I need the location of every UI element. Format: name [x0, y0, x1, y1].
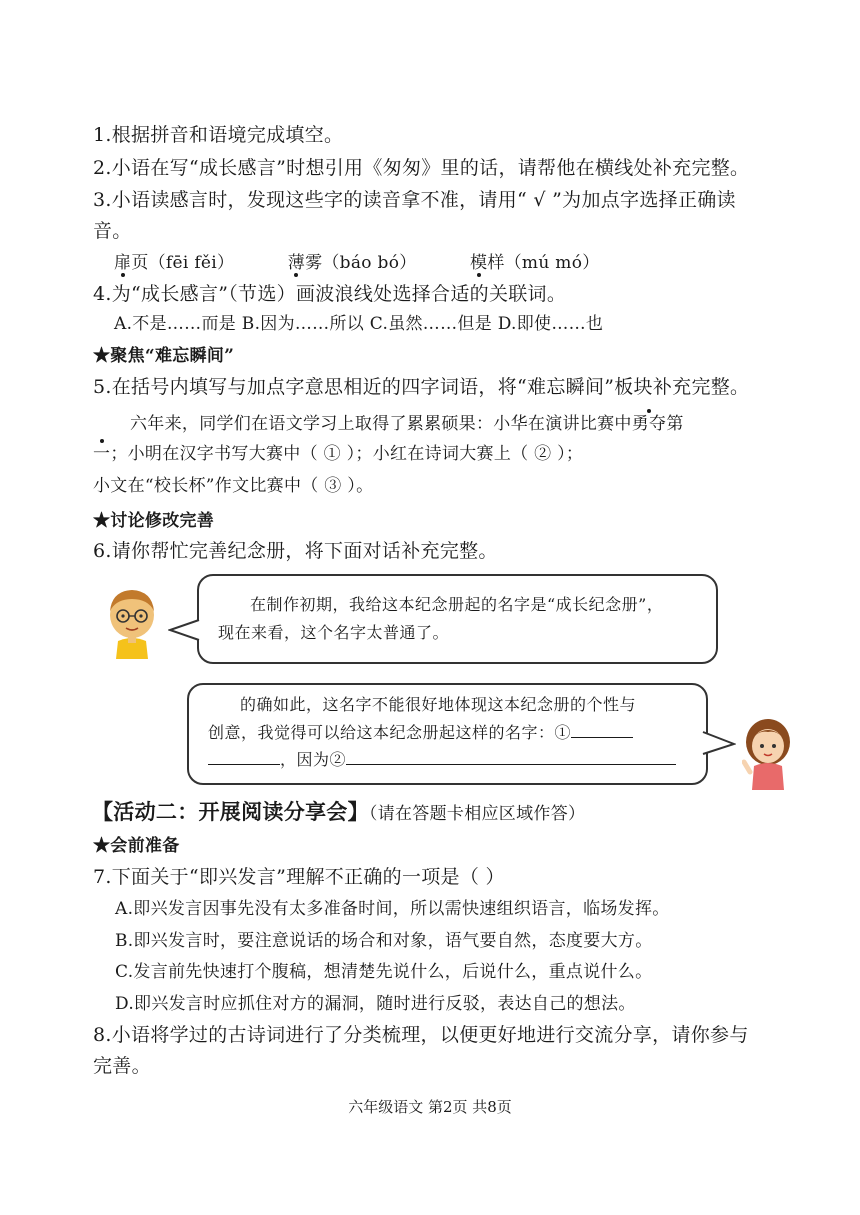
- bubble-boy-line2: 现在来看，这个名字太普通了。: [218, 623, 450, 642]
- bubble-girl-line3: ，因为②: [208, 746, 676, 773]
- question-5-paragraph-line1: 六年来，同学们在语文学习上取得了累累硕果：小华在演讲比赛中勇夺第: [130, 414, 684, 434]
- question-5-paragraph-line2: 一；小明在汉字书写大赛中（ ① ）；小红在诗词大赛上（ ② ）；: [93, 444, 584, 464]
- bubble-boy-line1: 在制作初期，我给这本纪念册起的名字是“成长纪念册”，: [250, 595, 664, 614]
- question-2: 2.小语在写“成长感言”时想引用《匆匆》里的话，请帮他在横线处补充完整。: [93, 157, 750, 179]
- pinyin-option-1: 扉页（fēi fěi）: [114, 253, 235, 273]
- question-1: 1.根据拼音和语境完成填空。: [93, 124, 344, 146]
- section-focus-heading: ★聚焦“难忘瞬间”: [93, 346, 235, 366]
- answer-blank-2[interactable]: [346, 746, 676, 765]
- question-3-line1: 3.小语读感言时，发现这些字的读音拿不准，请用“ √ ”为加点字选择正确读: [93, 189, 736, 211]
- dotted-text: 勇夺: [631, 414, 667, 434]
- activity-2-title: 【活动二：开展阅读分享会】: [92, 800, 369, 824]
- boy-avatar: [104, 585, 160, 659]
- question-7: 7.下面关于“即兴发言”理解不正确的一项是（ ）: [93, 866, 505, 888]
- activity-2-note: （请在答题卡相应区域作答）: [368, 804, 586, 824]
- girl-avatar: [742, 716, 794, 790]
- activity-2-heading: [92, 799, 585, 827]
- speech-bubble-tail: [702, 730, 736, 756]
- question-3-line2: 音。: [93, 220, 132, 242]
- question-7-option-b: B.即兴发言时，要注意说话的场合和对象，语气要自然，态度要大方。: [115, 931, 653, 951]
- question-7-option-d: D.即兴发言时应抓住对方的漏洞，随时进行反驳，表达自己的想法。: [115, 994, 636, 1014]
- dotted-char: 扉: [114, 253, 132, 273]
- question-7-option-a: A.即兴发言因事先没有太多准备时间，所以需快速组织语言，临场发挥。: [115, 899, 670, 919]
- speech-bubble-boy: [197, 574, 718, 664]
- speech-bubble-tail: [168, 618, 200, 642]
- question-5-paragraph-line3: 小文在“校长杯”作文比赛中（ ③ ）。: [93, 476, 374, 496]
- question-8-line2: 完善。: [93, 1055, 151, 1077]
- answer-blank-1-cont[interactable]: [208, 746, 280, 765]
- dotted-char: 模: [470, 253, 488, 273]
- bubble-girl-line1: 的确如此，这名字不能很好地体现这本纪念册的个性与: [240, 695, 637, 714]
- page-footer: 六年级语文 第2页 共8页: [348, 1098, 512, 1116]
- section-prepare-heading: ★会前准备: [93, 836, 180, 856]
- bubble-girl-line2: 创意，我觉得可以给这本纪念册起这样的名字：①: [208, 719, 633, 746]
- question-4-options: A.不是……而是 B.因为……所以 C.虽然……但是 D.即使……也: [114, 314, 604, 334]
- pinyin-option-3: 模样（mú mó）: [470, 253, 600, 273]
- question-5: 5.在括号内填写与加点字意思相近的四字词语，将“难忘瞬间”板块补充完整。: [93, 376, 750, 398]
- question-4: 4.为“成长感言”（节选）画波浪线处选择合适的关联词。: [93, 283, 567, 305]
- answer-blank-1[interactable]: [571, 719, 633, 738]
- question-3-options: [114, 250, 600, 276]
- question-8-line1: 8.小语将学过的古诗词进行了分类梳理，以便更好地进行交流分享，请你参与: [93, 1024, 749, 1046]
- dotted-char: 薄: [287, 253, 306, 273]
- question-7-option-c: C.发言前先快速打个腹稿，想清楚先说什么，后说什么，重点说什么。: [115, 962, 653, 982]
- dotted-text: 一: [93, 444, 111, 464]
- question-6: 6.请你帮忙完善纪念册，将下面对话补充完整。: [93, 540, 498, 562]
- pinyin-option-2: 薄雾（báo bó）: [287, 253, 417, 273]
- section-discuss-heading: ★讨论修改完善: [93, 511, 215, 531]
